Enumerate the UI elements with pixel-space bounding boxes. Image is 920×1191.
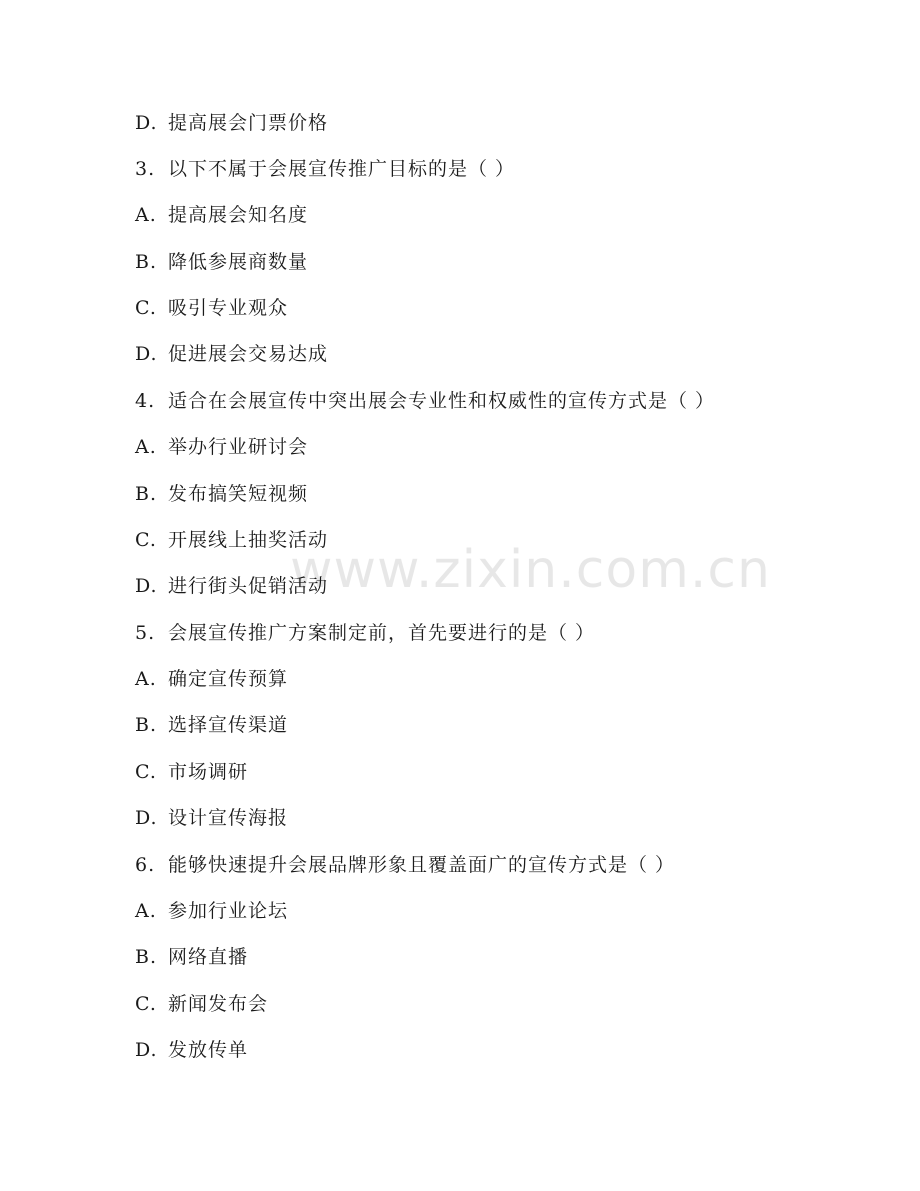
option-text: 发放传单 bbox=[168, 1039, 249, 1061]
question-text: 以下不属于会展宣传推广目标的是（ ） bbox=[168, 158, 516, 180]
option-marker: C. bbox=[135, 297, 157, 319]
option-marker: A. bbox=[135, 204, 157, 226]
question-number: 6. bbox=[135, 854, 156, 876]
option-marker: B. bbox=[135, 714, 158, 736]
option-a-line bbox=[135, 432, 308, 462]
option-c-line bbox=[135, 293, 288, 323]
option-a-line bbox=[135, 200, 308, 230]
option-d-line bbox=[135, 1035, 248, 1065]
option-text: 市场调研 bbox=[168, 761, 249, 783]
question-number: 3. bbox=[135, 158, 156, 180]
option-text: 提高展会知名度 bbox=[168, 204, 309, 226]
option-text: 发布搞笑短视频 bbox=[168, 483, 309, 505]
option-d-line bbox=[135, 339, 328, 369]
option-text: 开展线上抽奖活动 bbox=[168, 529, 329, 551]
option-b-line bbox=[135, 942, 248, 972]
option-marker: A. bbox=[135, 900, 157, 922]
option-d-line bbox=[135, 108, 328, 138]
option-marker: B. bbox=[135, 251, 158, 273]
option-text: 选择宣传渠道 bbox=[168, 714, 289, 736]
option-marker: C. bbox=[135, 529, 157, 551]
question-number: 5. bbox=[135, 622, 156, 644]
option-text: 参加行业论坛 bbox=[168, 900, 289, 922]
option-marker: D. bbox=[135, 807, 158, 829]
option-text: 提高展会门票价格 bbox=[168, 112, 329, 134]
option-text: 举办行业研讨会 bbox=[168, 436, 309, 458]
option-marker: D. bbox=[135, 112, 158, 134]
question-3-line bbox=[135, 154, 515, 184]
question-text: 会展宣传推广方案制定前，首先要进行的是（ ） bbox=[168, 622, 596, 644]
option-b-line bbox=[135, 247, 308, 277]
question-text: 适合在会展宣传中突出展会专业性和权威性的宣传方式是（ ） bbox=[168, 390, 716, 412]
question-5-line bbox=[135, 618, 595, 648]
question-text: 能够快速提升会展品牌形象且覆盖面广的宣传方式是（ ） bbox=[168, 854, 676, 876]
option-text: 进行街头促销活动 bbox=[168, 575, 329, 597]
option-marker: C. bbox=[135, 993, 157, 1015]
option-marker: D. bbox=[135, 575, 158, 597]
option-a-line bbox=[135, 896, 288, 926]
option-d-line bbox=[135, 803, 288, 833]
question-6-line bbox=[135, 850, 675, 880]
option-a-line bbox=[135, 664, 288, 694]
option-marker: B. bbox=[135, 946, 158, 968]
question-4-line bbox=[135, 386, 715, 416]
watermark: www.zixin.com.cn bbox=[290, 540, 771, 600]
option-text: 降低参展商数量 bbox=[168, 251, 309, 273]
option-text: 新闻发布会 bbox=[168, 993, 269, 1015]
option-c-line bbox=[135, 989, 268, 1019]
option-marker: B. bbox=[135, 483, 158, 505]
question-number: 4. bbox=[135, 390, 156, 412]
option-text: 吸引专业观众 bbox=[168, 297, 289, 319]
option-text: 确定宣传预算 bbox=[168, 668, 289, 690]
option-marker: D. bbox=[135, 343, 158, 365]
option-c-line bbox=[135, 757, 248, 787]
option-text: 网络直播 bbox=[168, 946, 249, 968]
option-b-line bbox=[135, 710, 288, 740]
option-text: 促进展会交易达成 bbox=[168, 343, 329, 365]
option-text: 设计宣传海报 bbox=[168, 807, 289, 829]
option-marker: A. bbox=[135, 668, 157, 690]
option-marker: C. bbox=[135, 761, 157, 783]
option-marker: D. bbox=[135, 1039, 158, 1061]
option-marker: A. bbox=[135, 436, 157, 458]
option-b-line bbox=[135, 479, 308, 509]
